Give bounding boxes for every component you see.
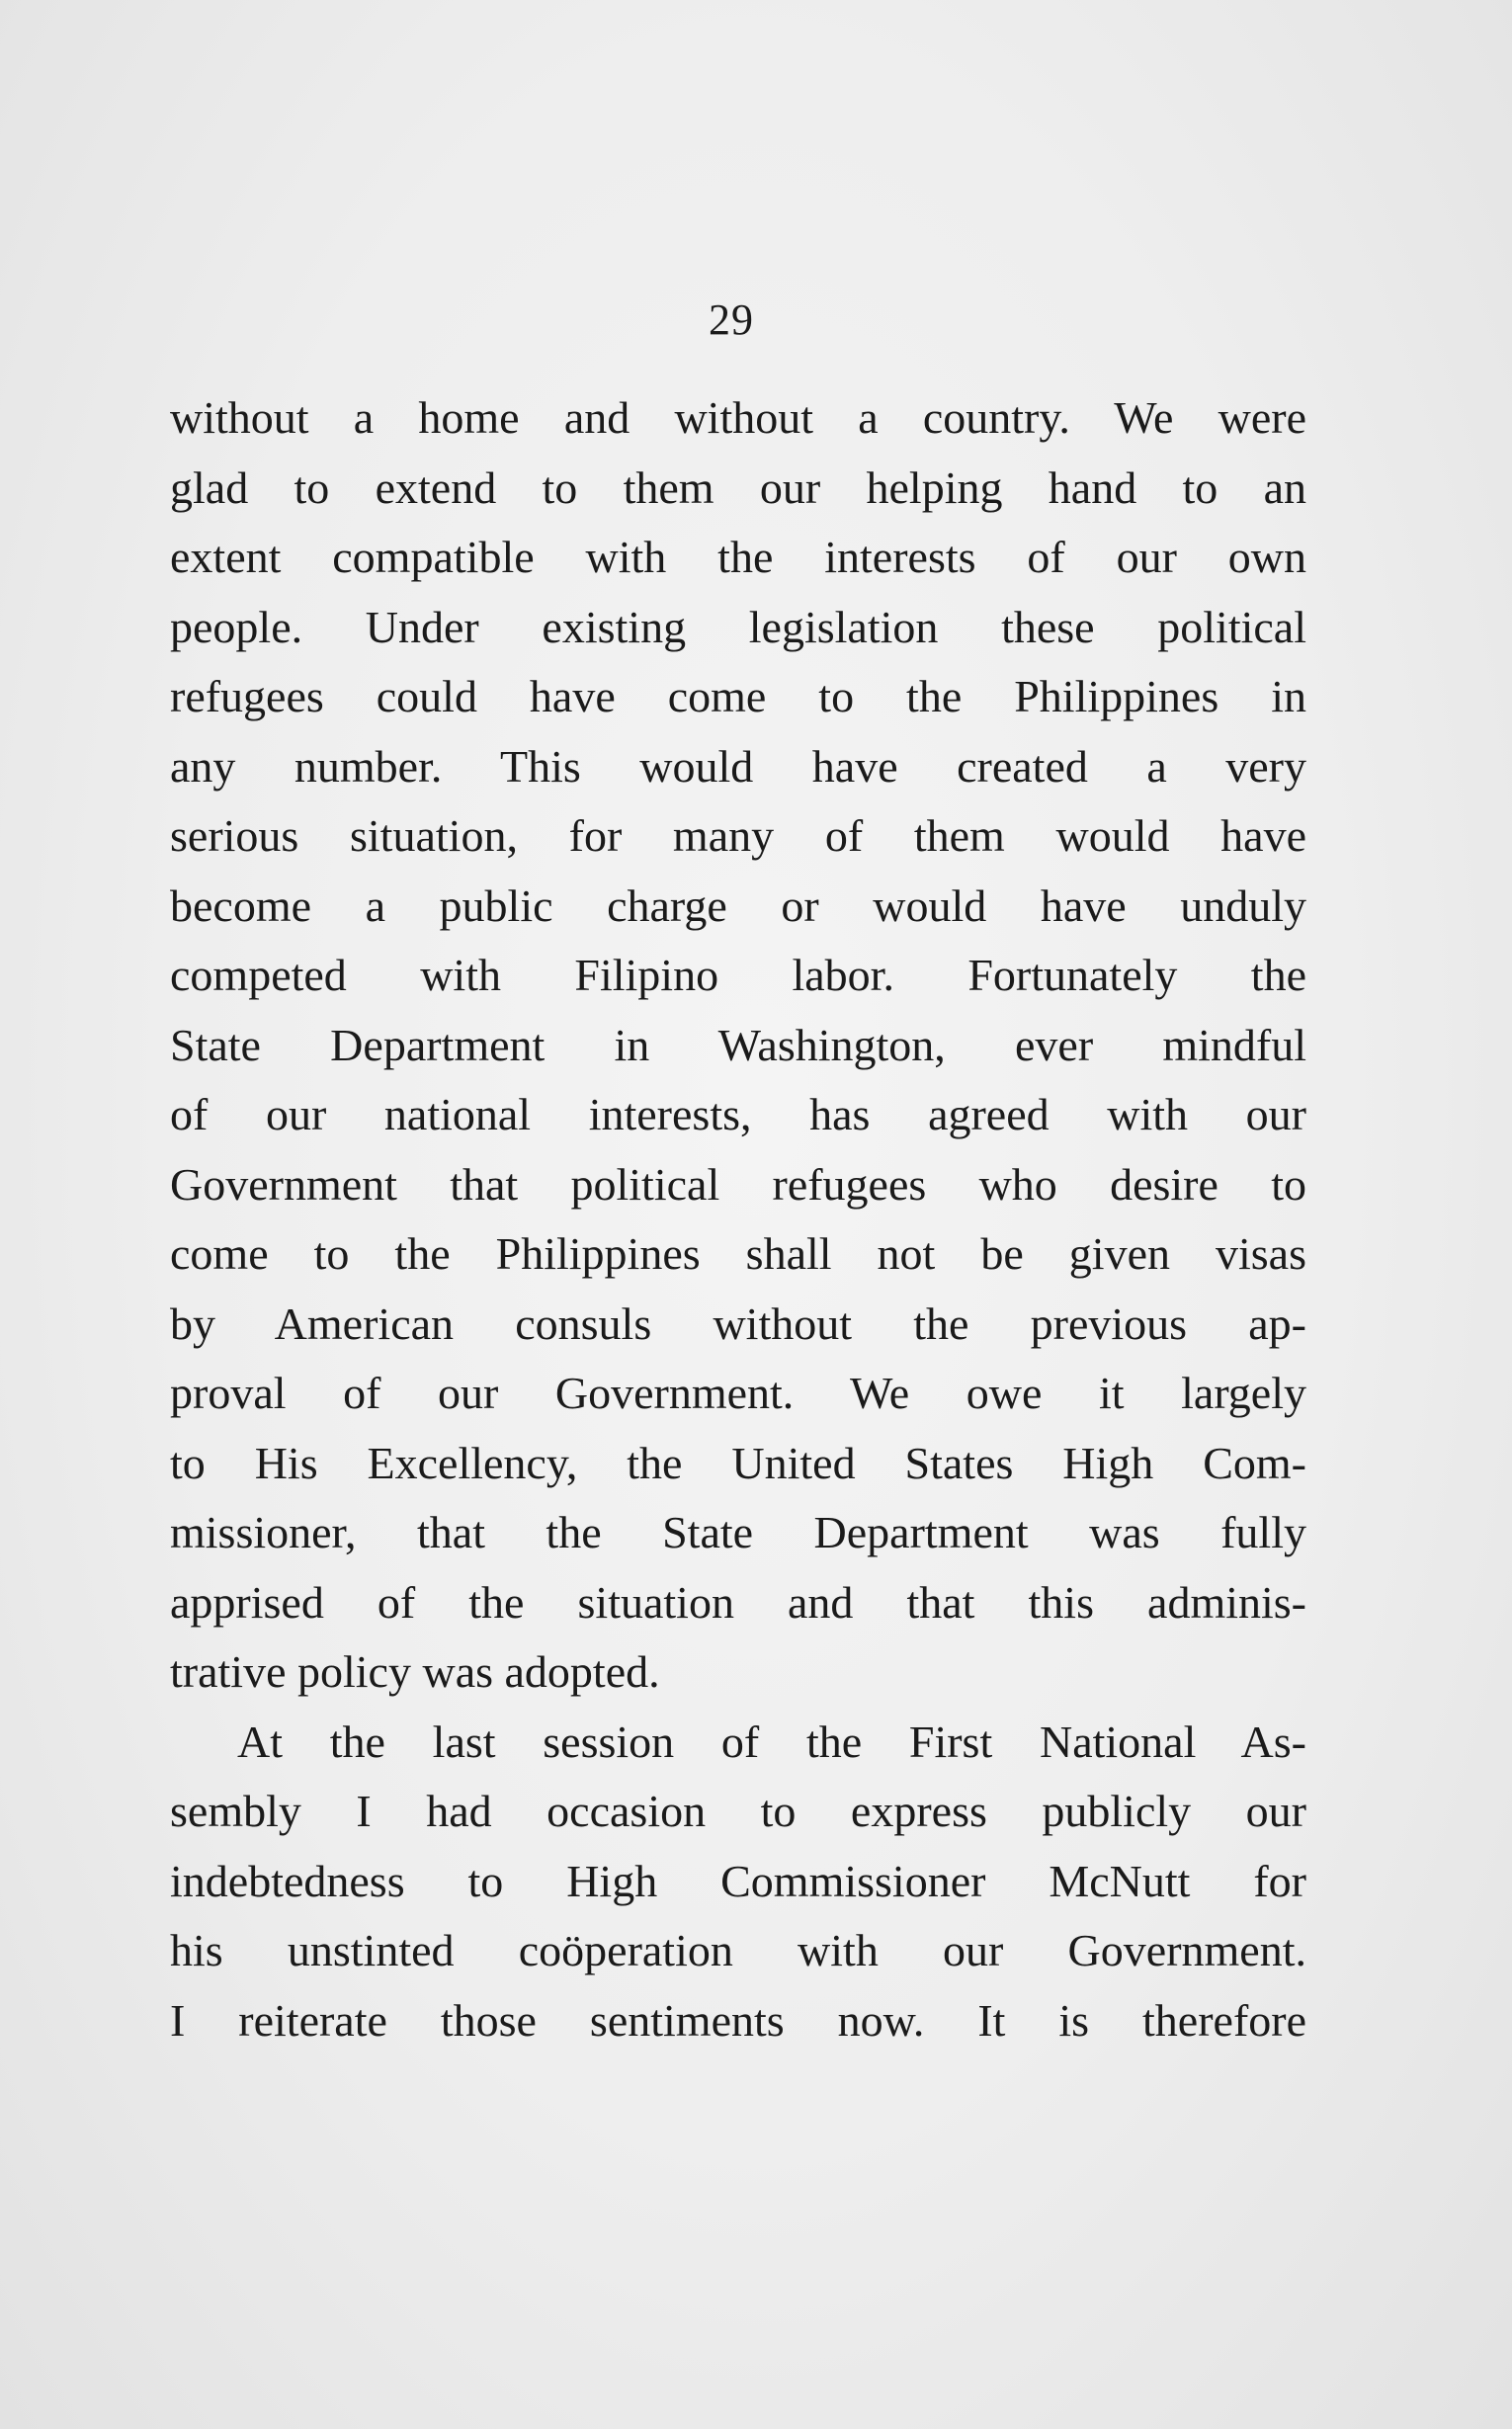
text-line: competed with Filipino labor. Fortunately the xyxy=(170,950,1306,1000)
text-line: State Department in Washington, ever mindful xyxy=(170,1019,1306,1070)
text-line: by American consuls without the previous ap- xyxy=(170,1298,1306,1349)
page-number: 29 xyxy=(709,295,754,344)
paragraph xyxy=(170,1708,1306,2056)
text-line: extent compatible with the interests of our own xyxy=(170,532,1306,582)
text-line: glad to extend to them our helping hand to an xyxy=(170,461,1306,513)
text-line: Government that political refugees who desire to xyxy=(170,1158,1306,1210)
text-line: missioner, that the State Department was fully xyxy=(170,1507,1306,1557)
text-line: sembly I had occasion to express publicly our xyxy=(170,1786,1306,1836)
text-line: indebtedness to High Commissioner McNutt for xyxy=(170,1855,1306,1906)
text-line: to His Excellency, the United States High Com- xyxy=(170,1437,1306,1488)
text-line: without a home and without a country. We were xyxy=(170,392,1306,443)
text-line: I reiterate those sentiments now. It is therefore xyxy=(170,1994,1306,2046)
text-line: At the last session of the First National As- xyxy=(237,1716,1306,1767)
text-line: serious situation, for many of them would have xyxy=(170,810,1306,861)
text-line: become a public charge or would have unduly xyxy=(170,879,1306,931)
body-text xyxy=(170,383,1306,2055)
text-line: come to the Philippines shall not be given visas xyxy=(170,1228,1306,1279)
text-line: of our national interests, has agreed with our xyxy=(170,1089,1306,1139)
paragraph xyxy=(170,383,1306,1708)
text-line: his unstinted coöperation with our Government. xyxy=(170,1925,1306,1975)
text-line: any number. This would have created a very xyxy=(170,740,1306,792)
text-line: proval of our Government. We owe it largely xyxy=(170,1368,1306,1418)
text-line: people. Under existing legislation these political xyxy=(170,601,1306,652)
text-line: refugees could have come to the Philippines in xyxy=(170,671,1306,721)
text-line: apprised of the situation and that this adminis- xyxy=(170,1576,1306,1628)
text-line: trative policy was adopted. xyxy=(170,1646,660,1697)
